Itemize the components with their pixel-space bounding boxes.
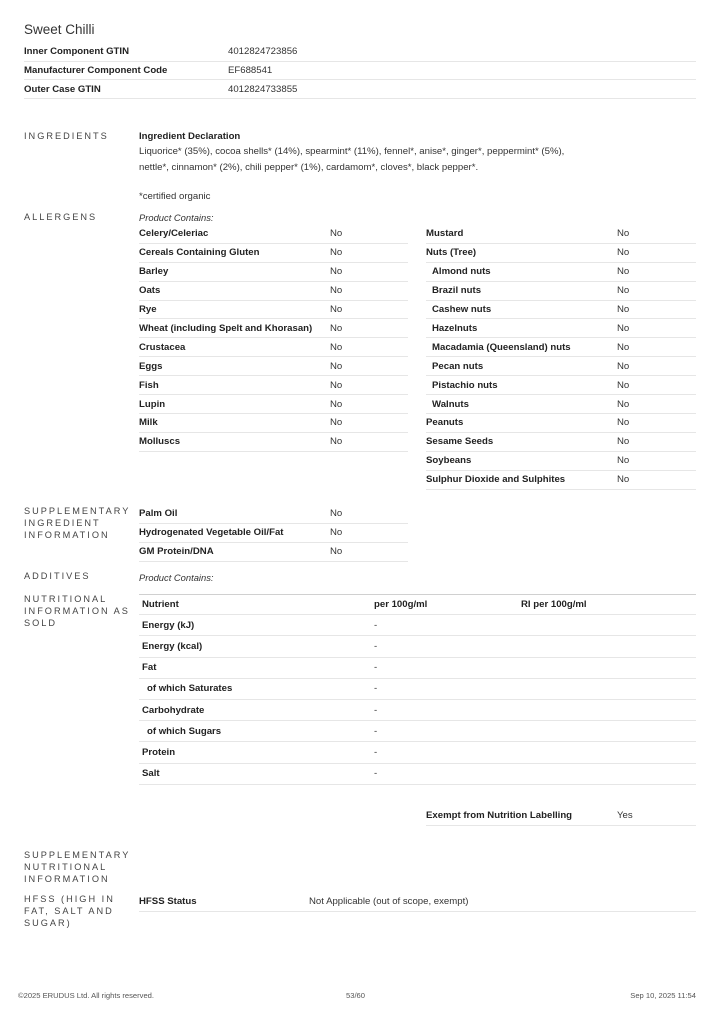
gtin-value: 4012824733855 — [228, 83, 298, 95]
row-value: No — [617, 322, 630, 334]
table-row — [139, 282, 408, 301]
label-line: NUTRITIONAL — [24, 594, 108, 604]
table-row — [139, 505, 408, 524]
gtin-row — [24, 80, 696, 99]
table-row — [426, 263, 696, 282]
table-row — [426, 282, 696, 301]
row-value: No — [330, 304, 343, 316]
row-value: No — [617, 285, 630, 297]
exempt-label: Exempt from Nutrition Labelling — [426, 810, 573, 822]
row-value: No — [330, 247, 343, 259]
ingredients-block — [139, 131, 579, 205]
nutrition-row — [139, 679, 696, 700]
table-row — [426, 338, 696, 357]
label-line: INFORMATION — [24, 530, 110, 540]
nutrient-label: Energy (kJ) — [142, 619, 195, 631]
table-row — [426, 357, 696, 376]
row-value: No — [617, 228, 630, 240]
row-label: Cashew nuts — [432, 304, 492, 316]
nutrient-label: Carbohydrate — [142, 704, 205, 716]
row-label: Soybeans — [426, 455, 472, 467]
row-value: No — [617, 341, 630, 353]
row-value: No — [617, 379, 630, 391]
nutrition-row — [139, 742, 696, 763]
label-line: FAT, SALT AND — [24, 906, 114, 916]
row-label: Fish — [139, 379, 159, 391]
label-line: HFSS (HIGH IN — [24, 894, 115, 904]
row-value: No — [617, 360, 630, 372]
row-label: Pecan nuts — [432, 360, 484, 372]
label-line: SOLD — [24, 618, 58, 628]
allergens-contains-label: Product Contains: — [139, 212, 214, 223]
nutrition-row — [139, 615, 696, 636]
nutrient-value: - — [374, 768, 378, 780]
row-value: No — [330, 508, 343, 520]
row-value: No — [617, 436, 630, 448]
nutrient-value: - — [374, 704, 378, 716]
row-label: GM Protein/DNA — [139, 546, 214, 558]
label-line: NUTRITIONAL — [24, 862, 108, 872]
row-value: No — [617, 266, 630, 278]
nutrition-row — [139, 764, 696, 785]
row-label: Sulphur Dioxide and Sulphites — [426, 474, 566, 486]
gtin-table — [24, 43, 696, 99]
table-row — [139, 433, 408, 452]
row-label: Peanuts — [426, 417, 464, 429]
row-label: Lupin — [139, 398, 166, 410]
section-label-ingredients: INGREDIENTS — [24, 131, 109, 141]
table-row — [139, 225, 408, 244]
label-line: SUGAR) — [24, 918, 72, 928]
table-row — [426, 320, 696, 339]
row-value: No — [617, 455, 630, 467]
nutrition-header-row — [139, 594, 696, 615]
section-label-supplementary-ingredient — [24, 505, 130, 541]
nutrition-header: Nutrient — [142, 599, 179, 611]
nutrient-value: - — [374, 725, 378, 737]
table-row — [426, 301, 696, 320]
row-value: No — [330, 436, 343, 448]
table-row — [139, 414, 408, 433]
ingredient-declaration-heading: Ingredient Declaration — [139, 131, 241, 142]
nutrient-label: Fat — [142, 662, 157, 674]
nutrient-label: Energy (kcal) — [142, 640, 203, 652]
row-value: No — [330, 341, 343, 353]
nutrient-label: of which Sugars — [147, 725, 222, 737]
label-line: SUPPLEMENTARY — [24, 506, 131, 516]
table-row — [139, 543, 408, 562]
row-label: Rye — [139, 304, 157, 316]
row-label: Barley — [139, 266, 169, 278]
gtin-value: 4012824723856 — [228, 46, 298, 58]
nutrition-row — [139, 700, 696, 721]
row-value: No — [330, 527, 343, 539]
table-row — [426, 395, 696, 414]
gtin-value: EF688541 — [228, 65, 273, 77]
row-label: Wheat (including Spelt and Khorasan) — [139, 322, 313, 334]
row-label: Oats — [139, 285, 161, 297]
row-value: No — [330, 228, 343, 240]
nutrition-header: per 100g/ml — [374, 599, 428, 611]
ingredient-text-line: nettle*, cinnamon* (2%), chili pepper* (1%), cardamom*, cloves*, black pepper*. — [139, 161, 479, 173]
table-row — [426, 376, 696, 395]
table-row — [139, 524, 408, 543]
ingredient-note: *certified organic — [139, 191, 211, 202]
exempt-value: Yes — [617, 810, 633, 822]
row-value: No — [330, 546, 343, 558]
nutrient-label: of which Saturates — [147, 683, 233, 695]
row-value: No — [617, 474, 630, 486]
table-row — [426, 225, 696, 244]
row-label: Walnuts — [432, 398, 469, 410]
gtin-label: Inner Component GTIN — [24, 46, 129, 58]
row-value: No — [330, 379, 343, 391]
additives-contains-label: Product Contains: — [139, 572, 214, 583]
row-label: Almond nuts — [432, 266, 491, 278]
table-row — [139, 263, 408, 282]
row-label: Pistachio nuts — [432, 379, 498, 391]
gtin-label: Manufacturer Component Code — [24, 65, 168, 77]
table-row — [139, 320, 408, 339]
nutrient-value: - — [374, 619, 378, 631]
gtin-row — [24, 62, 696, 81]
row-label: Nuts (Tree) — [426, 247, 477, 259]
nutrition-table — [139, 594, 696, 785]
row-label: Hydrogenated Vegetable Oil/Fat — [139, 527, 284, 539]
footer-copyright: ©2025 ERUDUS Ltd. All rights reserved. — [18, 991, 155, 1000]
table-row — [426, 244, 696, 263]
table-row — [139, 244, 408, 263]
section-label-nutritional — [24, 593, 130, 629]
row-value: No — [617, 417, 630, 429]
row-label: Palm Oil — [139, 508, 178, 520]
row-label: Mustard — [426, 228, 464, 240]
label-line: SUPPLEMENTARY — [24, 850, 131, 860]
hfss-label: HFSS Status — [139, 896, 197, 908]
table-row — [139, 301, 408, 320]
row-value: No — [330, 398, 343, 410]
table-row — [139, 395, 408, 414]
row-value: No — [330, 322, 343, 334]
table-row — [426, 471, 696, 490]
row-value: No — [330, 266, 343, 278]
row-label: Milk — [139, 417, 158, 429]
nutrient-value: - — [374, 683, 378, 695]
nutrition-row — [139, 721, 696, 742]
label-line: INFORMATION AS — [24, 606, 130, 616]
row-value: No — [330, 360, 343, 372]
label-line: INFORMATION — [24, 874, 110, 884]
row-label: Crustacea — [139, 341, 186, 353]
row-label: Brazil nuts — [432, 285, 482, 297]
nutrient-label: Protein — [142, 746, 176, 758]
nutrient-label: Salt — [142, 768, 160, 780]
section-label-allergens: ALLERGENS — [24, 212, 98, 222]
nutrition-header: RI per 100g/ml — [521, 599, 587, 611]
gtin-row — [24, 43, 696, 62]
row-label: Macadamia (Queensland) nuts — [432, 341, 571, 353]
exempt-row — [426, 807, 696, 826]
nutrient-value: - — [374, 662, 378, 674]
nutrient-value: - — [374, 640, 378, 652]
table-row — [139, 376, 408, 395]
row-value: No — [617, 304, 630, 316]
nutrient-value: - — [374, 746, 378, 758]
row-label: Celery/Celeriac — [139, 228, 209, 240]
section-label-additives: ADDITIVES — [24, 571, 91, 581]
gtin-label: Outer Case GTIN — [24, 83, 101, 95]
table-row — [426, 433, 696, 452]
hfss-row — [139, 893, 696, 912]
row-value: No — [617, 398, 630, 410]
ingredient-text-line: Liquorice* (35%), cocoa shells* (14%), spearmint* (11%), fennel*, anise*, ginger*, peppermint* (5%), — [139, 146, 565, 157]
table-row — [426, 452, 696, 471]
footer-page-number: 53/60 — [346, 991, 366, 1000]
table-row — [426, 414, 696, 433]
nutrition-row — [139, 636, 696, 657]
row-value: No — [330, 417, 343, 429]
nutrition-row — [139, 658, 696, 679]
row-label: Sesame Seeds — [426, 436, 494, 448]
row-value: No — [330, 285, 343, 297]
footer-date: Sep 10, 2025 11:54 — [630, 991, 696, 1000]
table-row — [139, 357, 408, 376]
section-label-supplementary-nutritional — [24, 849, 130, 885]
hfss-value: Not Applicable (out of scope, exempt) — [309, 896, 469, 908]
page-title: Sweet Chilli — [24, 22, 95, 37]
row-label: Cereals Containing Gluten — [139, 247, 260, 259]
label-line: INGREDIENT — [24, 518, 101, 528]
row-label: Hazelnuts — [432, 322, 478, 334]
table-row — [139, 338, 408, 357]
row-label: Eggs — [139, 360, 163, 372]
row-label: Molluscs — [139, 436, 181, 448]
row-value: No — [617, 247, 630, 259]
section-label-hfss — [24, 893, 115, 929]
